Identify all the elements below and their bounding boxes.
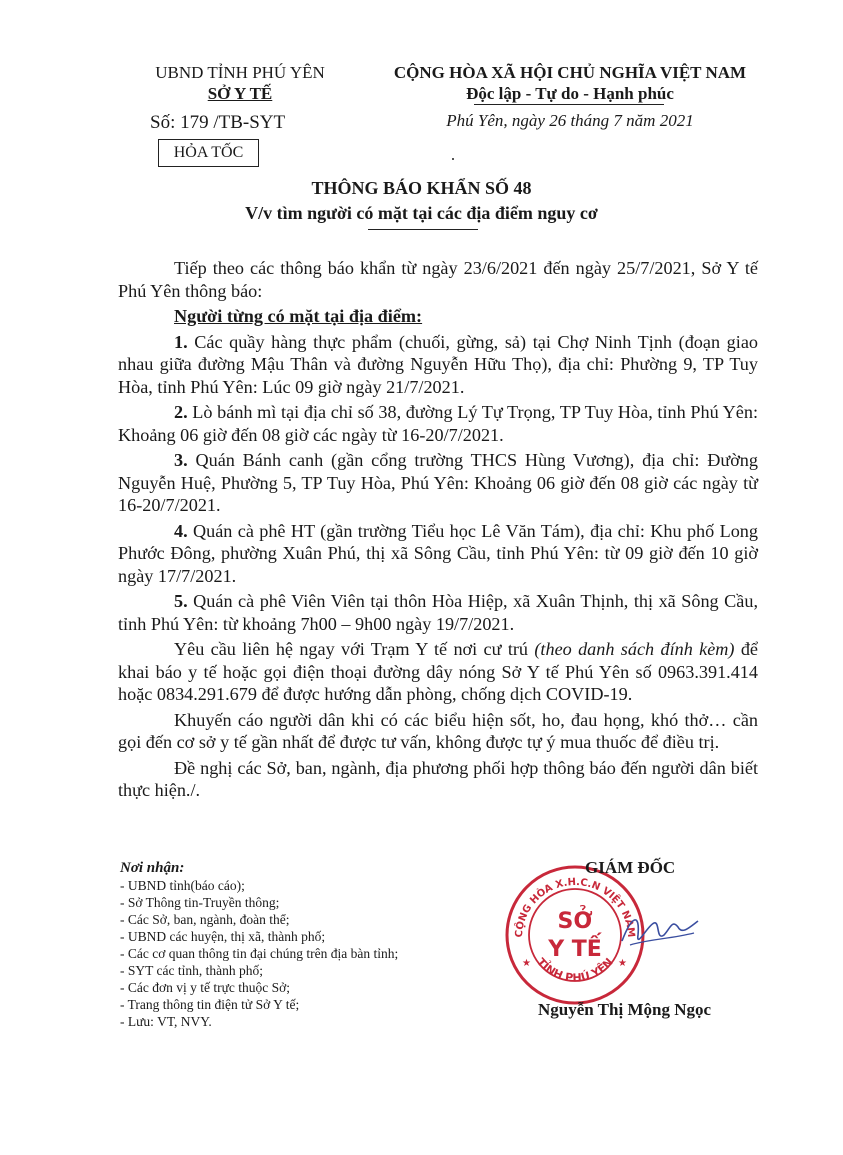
list-item — [118, 331, 758, 399]
item-number: 3. — [174, 450, 188, 470]
stamp-center-line2: Y TẾ — [548, 937, 602, 962]
request-paragraph — [118, 638, 758, 706]
recipient-item: - Sở Thông tin-Truyền thông; — [120, 895, 280, 910]
document-number: Số: 179 /TB-SYT — [150, 112, 286, 133]
place-date: Phú Yên, ngày 26 tháng 7 năm 2021 — [446, 111, 694, 130]
country-name: CỘNG HÒA XÃ HỘI CHỦ NGHĨA VIỆT NAM — [393, 63, 747, 82]
item-text: Các quầy hàng thực phẩm (chuối, gừng, sả) tại Chợ Ninh Tịnh (đoạn giao nhau giữa đường Mậu Thân và đường Nguyễn Hữu Thọ), địa chỉ: Phường 9, TP Tuy Hòa, tỉnh Phú Yên: Lúc 09 giờ ngày 21/7/2021. — [118, 331, 758, 397]
item-number: 1. — [174, 331, 188, 352]
signer-position: GIÁM ĐỐC — [585, 858, 676, 877]
document-subject: V/v tìm người có mặt tại các địa điểm nguy cơ — [245, 203, 598, 223]
national-motto: Độc lập - Tự do - Hạnh phúc — [466, 84, 674, 103]
recipient-item: - UBND các huyện, thị xã, thành phố; — [120, 929, 326, 944]
document-body — [118, 257, 758, 805]
item-number: 2. — [174, 402, 188, 422]
national-heading — [375, 62, 765, 104]
recipient-item: - SYT các tỉnh, thành phố; — [120, 963, 263, 978]
item-text: Lò bánh mì tại địa chỉ số 38, đường Lý Tự Trọng, TP Tuy Hòa, tỉnh Phú Yên: Khoảng 06 giờ đến 08 giờ các ngày từ 16-20/7/2021. — [118, 402, 758, 445]
section-heading-paragraph — [118, 305, 758, 328]
recipients-block — [120, 860, 480, 1030]
recipient-item: - UBND tỉnh(báo cáo); — [120, 878, 245, 893]
item-number: 4. — [174, 520, 188, 541]
stamp-center-line1: SỞ — [557, 909, 593, 934]
signer-name: Nguyễn Thị Mộng Ngọc — [538, 1000, 712, 1019]
request-text-a: Yêu cầu liên hệ ngay với Trạm Y tế nơi cư trú — [174, 639, 535, 659]
svg-text:★: ★ — [522, 958, 531, 969]
urgency-box: HỎA TỐC — [158, 139, 259, 167]
recipient-item: - Các cơ quan thông tin đại chúng trên địa bàn tỉnh; — [120, 946, 399, 961]
stamp-ring-bottom-text: TỈNH PHÚ YÊN — [534, 955, 616, 985]
intro-paragraph: Tiếp theo các thông báo khẩn từ ngày 23/6/2021 đến ngày 25/7/2021, Sở Y tế Phú Yên thông báo: — [118, 258, 758, 301]
handwritten-signature — [620, 905, 700, 955]
list-item — [118, 401, 758, 446]
request-attachment-note: (theo danh sách đính kèm) — [534, 639, 735, 659]
advice-paragraph: Khuyến cáo người dân khi có các biểu hiện sốt, ho, đau họng, khó thở… cần gọi đến cơ sở y tế gần nhất để được tư vấn, không được tự ý mua thuốc để điều trị. — [118, 709, 758, 752]
item-text: Quán cà phê HT (gần trường Tiểu học Lê Văn Tám), địa chỉ: Khu phố Long Phước Đông, phường Xuân Phú, thị xã Sông Cầu, tỉnh Phú Yên: từ 09 giờ đến 10 giờ ngày 17/7/2021. — [118, 520, 758, 586]
proposal-paragraph: Đề nghị các Sở, ban, ngành, địa phương phối hợp thông báo đến người dân biết thực hiện./. — [118, 757, 758, 800]
list-item — [118, 590, 758, 635]
svg-text:★: ★ — [618, 958, 627, 969]
section-heading: Người từng có mặt tại địa điểm: — [174, 306, 423, 326]
item-text: Quán cà phê Viên Viên tại thôn Hòa Hiệp, xã Xuân Thịnh, thị xã Sông Cầu, tỉnh Phú Yên: từ khoảng 7h00 – 9h00 ngày 19/7/2021. — [118, 591, 758, 634]
recipient-item: - Lưu: VT, NVY. — [120, 1014, 212, 1029]
subject-underline — [368, 229, 478, 230]
item-text: Quán Bánh canh (gần cổng trường THCS Hùng Vương), địa chỉ: Đường Nguyễn Huệ, Phường 5, TP Tuy Hòa, Phú Yên: Khoảng 06 giờ đến 08 giờ các ngày từ 16-20/7/2021. — [118, 450, 758, 515]
recipients-heading: Nơi nhận: — [120, 860, 185, 876]
agency-parent: UBND TỈNH PHÚ YÊN — [155, 63, 325, 82]
scan-speck — [452, 158, 454, 160]
item-number: 5. — [174, 591, 188, 611]
recipient-item: - Các Sở, ban, ngành, đoàn thể; — [120, 912, 290, 927]
request-text-b: để khai báo y tế hoặc gọi điện thoại đường dây nóng Sở Y tế Phú Yên số 0963.391.414 hoặc 0834.291.679 để được hướng dẫn phòng, chống dịch COVID-19. — [118, 639, 758, 704]
agency-block — [110, 62, 370, 104]
recipient-item: - Các đơn vị y tế trực thuộc Sở; — [120, 980, 291, 995]
motto-underline — [474, 104, 664, 105]
recipients-list — [120, 877, 480, 1030]
recipient-item: - Trang thông tin điện tử Sở Y tế; — [120, 997, 300, 1012]
list-item — [118, 520, 758, 588]
list-item — [118, 449, 758, 517]
stamp-ring-top-text: CỘNG HÒA X.H.C.N VIỆT NAM — [513, 876, 637, 938]
document-title: THÔNG BÁO KHẨN SỐ 48 — [311, 178, 532, 198]
agency-name: SỞ Y TẾ — [207, 84, 273, 103]
